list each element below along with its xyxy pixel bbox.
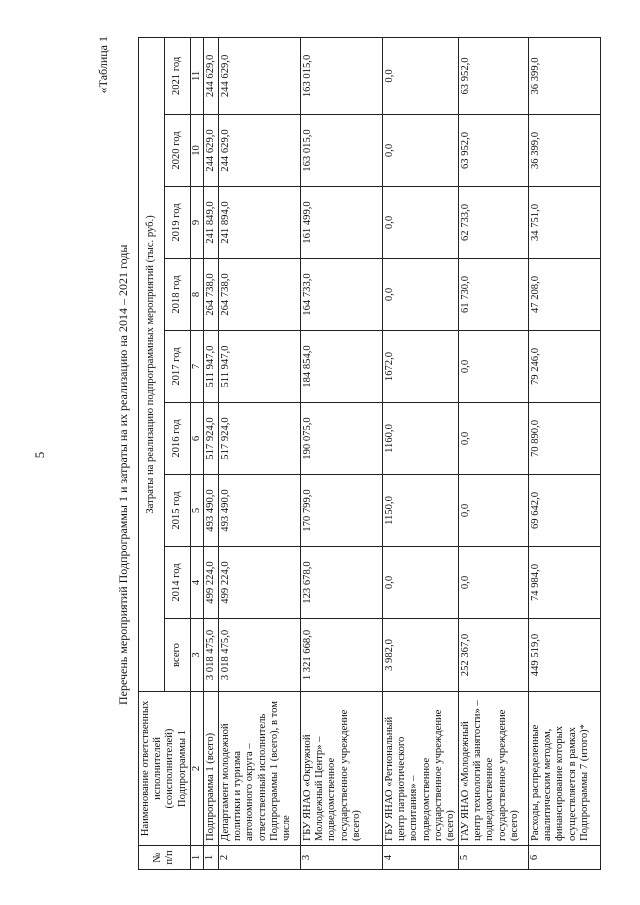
cell-value: 0,0: [383, 37, 459, 114]
cell-value: 62 733,0: [459, 187, 529, 259]
page-number: 5: [32, 451, 47, 459]
row-name: ГБУ ЯНАО «Окружной Молодежный Центр» – подведомственное государственное учреждение (всего): [301, 692, 383, 846]
cell-value: 517 924,0: [203, 403, 218, 475]
cell-value: 79 246,0: [529, 331, 601, 403]
cell-value: 63 952,0: [459, 37, 529, 114]
column-number: 1: [190, 846, 203, 870]
cell-value: 241 894,0: [219, 187, 301, 259]
cell-value: 47 208,0: [529, 259, 601, 331]
cell-value: 1672,0: [383, 331, 459, 403]
cell-value: 63 952,0: [459, 115, 529, 187]
row-name: ГБУ ЯНАО «Региональный центр патриотического воспитания» – подведомственное государственное учреждение (всего): [383, 692, 459, 846]
cell-value: 264 738,0: [203, 259, 218, 331]
cell-value: 163 015,0: [301, 115, 383, 187]
row-name: Подпрограмма 1 (всего): [203, 692, 218, 846]
header-year: 2021 год: [164, 37, 190, 114]
cell-value: 1150,0: [383, 475, 459, 547]
cell-value: 74 984,0: [529, 547, 601, 619]
cell-total: 449 519,0: [529, 619, 601, 692]
row-number: 5: [459, 846, 529, 870]
column-number: 3: [190, 619, 203, 692]
header-row-1: [139, 37, 165, 869]
cell-value: 511 947,0: [203, 331, 218, 403]
header-year: 2018 год: [164, 259, 190, 331]
row-name: Департамент молодежной политики и туризма автономного округа – ответственный исполнитель Подпрограммы 1 (всего), в том числе: [219, 692, 301, 846]
cell-value: 517 924,0: [219, 403, 301, 475]
header-year: 2019 год: [164, 187, 190, 259]
cell-value: 244 629,0: [203, 37, 218, 114]
row-name: ГАУ ЯНАО «Молодежный центр технологий занятости» – подведомственное государственное учреждение (всего): [459, 692, 529, 846]
cell-value: 264 738,0: [219, 259, 301, 331]
column-number: 7: [190, 331, 203, 403]
header-col-costs: Затраты на реализацию подпрограммных мероприятий (тыс. руб.): [139, 37, 165, 691]
column-number-row: [190, 37, 203, 869]
cell-value: 184 854,0: [301, 331, 383, 403]
row-number: 2: [219, 846, 301, 870]
cell-value: 241 849,0: [203, 187, 218, 259]
table-row: [301, 37, 383, 869]
cell-value: 0,0: [459, 403, 529, 475]
header-total: всего: [164, 619, 190, 692]
cell-value: 170 799,0: [301, 475, 383, 547]
cell-value: 511 947,0: [219, 331, 301, 403]
table-row: [219, 37, 301, 869]
cell-value: 499 224,0: [203, 547, 218, 619]
header-year: 2016 год: [164, 403, 190, 475]
cell-value: 164 733,0: [301, 259, 383, 331]
cell-value: 0,0: [459, 475, 529, 547]
cell-value: 493 490,0: [219, 475, 301, 547]
header-year: 2020 год: [164, 115, 190, 187]
table-row: [459, 37, 529, 869]
column-number: 2: [190, 692, 203, 846]
row-number: 1: [203, 846, 218, 870]
cell-value: 0,0: [383, 259, 459, 331]
document-title: Перечень мероприятий Подпрограммы 1 и затраты на их реализацию на 2014 – 2021 годы: [116, 244, 130, 705]
cell-value: 69 642,0: [529, 475, 601, 547]
cell-value: 61 730,0: [459, 259, 529, 331]
cell-value: 0,0: [383, 187, 459, 259]
cell-value: 0,0: [459, 331, 529, 403]
cell-total: 3 982,0: [383, 619, 459, 692]
cell-total: 252 367,0: [459, 619, 529, 692]
column-number: 5: [190, 475, 203, 547]
row-number: 6: [529, 846, 601, 870]
row-number: 4: [383, 846, 459, 870]
cell-value: 34 751,0: [529, 187, 601, 259]
header-year: 2014 год: [164, 547, 190, 619]
table-row: [383, 37, 459, 869]
cell-value: 493 490,0: [203, 475, 218, 547]
cell-value: 70 890,0: [529, 403, 601, 475]
row-name: Расходы, распределенные аналитическим методом, финансирование которых осуществляется в рамках Подпрограммы 7 (итого)*: [529, 692, 601, 846]
cell-total: 3 018 475,0: [219, 619, 301, 692]
table-caption: «Таблица 1: [96, 36, 110, 94]
cell-value: 161 499,0: [301, 187, 383, 259]
cell-value: 499 224,0: [219, 547, 301, 619]
column-number: 9: [190, 187, 203, 259]
cell-value: 190 075,0: [301, 403, 383, 475]
cell-value: 244 629,0: [203, 115, 218, 187]
cell-value: 123 678,0: [301, 547, 383, 619]
cell-value: 36 399,0: [529, 37, 601, 114]
header-year: 2017 год: [164, 331, 190, 403]
column-number: 6: [190, 403, 203, 475]
column-number: 11: [190, 37, 203, 114]
cell-value: 163 015,0: [301, 37, 383, 114]
cell-value: 0,0: [459, 547, 529, 619]
cell-value: 36 399,0: [529, 115, 601, 187]
header-col-no: № п/п: [139, 846, 191, 870]
cell-value: 0,0: [383, 547, 459, 619]
cell-total: 1 321 668,0: [301, 619, 383, 692]
table-row: [203, 37, 218, 869]
cell-value: 0,0: [383, 115, 459, 187]
cell-total: 3 018 475,0: [203, 619, 218, 692]
cell-value: 244 629,0: [219, 37, 301, 114]
column-number: 4: [190, 547, 203, 619]
column-number: 8: [190, 259, 203, 331]
cell-value: 1160,0: [383, 403, 459, 475]
table-row: [529, 37, 601, 869]
header-col-name: Наименование ответственных исполнителей (соисполнителей) Подпрограммы 1: [139, 692, 191, 846]
header-year: 2015 год: [164, 475, 190, 547]
column-number: 10: [190, 115, 203, 187]
cell-value: 244 629,0: [219, 115, 301, 187]
costs-table: [138, 37, 601, 870]
row-number: 3: [301, 846, 383, 870]
